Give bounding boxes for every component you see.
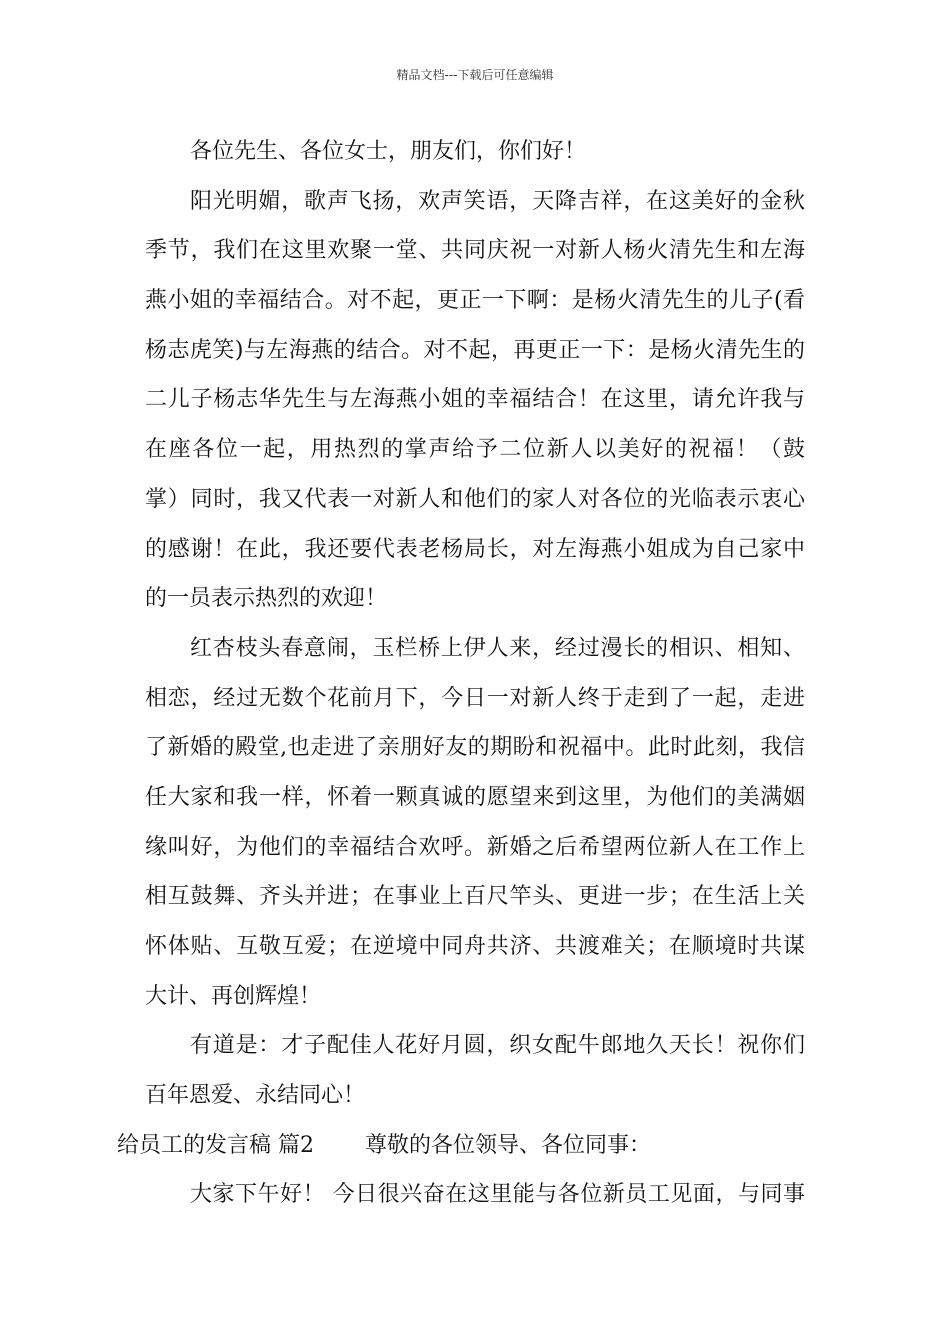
text-line: 百年恩爱、永结同心！ [145, 1083, 366, 1109]
text-line: 各位先生、各位女士，朋友们，你们好！ [190, 139, 587, 164]
text-line: 燕小姐的幸福结合。对不起，更正一下啊：是杨火清先生的儿子(看 [145, 288, 805, 314]
document-body [117, 127, 805, 1220]
text-line: 任大家和我一样，怀着一颗真诚的愿望来到这里，为他们的美满姻 [145, 784, 805, 810]
text-line: 掌）同时，我又代表一对新人和他们的家人对各位的光临表示衷心 [145, 486, 805, 512]
text-line: 大计、再创辉煌！ [145, 983, 322, 1009]
text-line: 相互鼓舞、齐头并进；在事业上百尺竿头、更进一步；在生活上关 [145, 884, 805, 910]
text-line: 的感谢！在此，我还要代表老杨局长，对左海燕小姐成为自己家中 [145, 536, 805, 562]
text-line: 二儿子杨志华先生与左海燕小姐的幸福结合！在这里，请允许我与 [145, 387, 805, 413]
page-header-watermark: 精品文档---下载后可任意编辑 [396, 68, 554, 82]
text-line: 怀体贴、互敬互爱；在逆境中同舟共济、共渡难关；在顺境时共谋 [145, 934, 805, 959]
text-line: 季节，我们在这里欢聚一堂、共同庆祝一对新人杨火清先生和左海 [145, 238, 805, 264]
text-line: 相恋，经过无数个花前月下，今日一对新人终于走到了一起，走进 [145, 685, 805, 711]
section-heading-line: 给员工的发言稿 篇2 尊敬的各位领导、各位同事： [117, 1132, 651, 1158]
text-line: 大家下午好！ 今日很兴奋在这里能与各位新员工见面，与同事 [190, 1182, 805, 1208]
text-line: 杨志虎笑)与左海燕的结合。对不起，再更正一下：是杨火清先生的 [145, 337, 805, 363]
text-line: 的一员表示热烈的欢迎！ [145, 586, 388, 612]
text-line: 红杏枝头春意闹，玉栏桥上伊人来，经过漫长的相识、相知、 [190, 635, 805, 661]
text-line: 在座各位一起，用热烈的掌声给予二位新人以美好的祝福！（鼓 [145, 437, 805, 463]
text-line: 了新婚的殿堂,也走进了亲朋好友的期盼和祝福中。此时此刻，我信 [145, 735, 805, 761]
text-line: 缘叫好，为他们的幸福结合欢呼。新婚之后希望两位新人在工作上 [145, 834, 805, 860]
text-line: 有道是：才子配佳人花好月圆，织女配牛郎地久天长！祝你们 [190, 1033, 805, 1059]
text-line: 阳光明媚，歌声飞扬，欢声笑语，天降吉祥，在这美好的金秋 [190, 188, 805, 214]
